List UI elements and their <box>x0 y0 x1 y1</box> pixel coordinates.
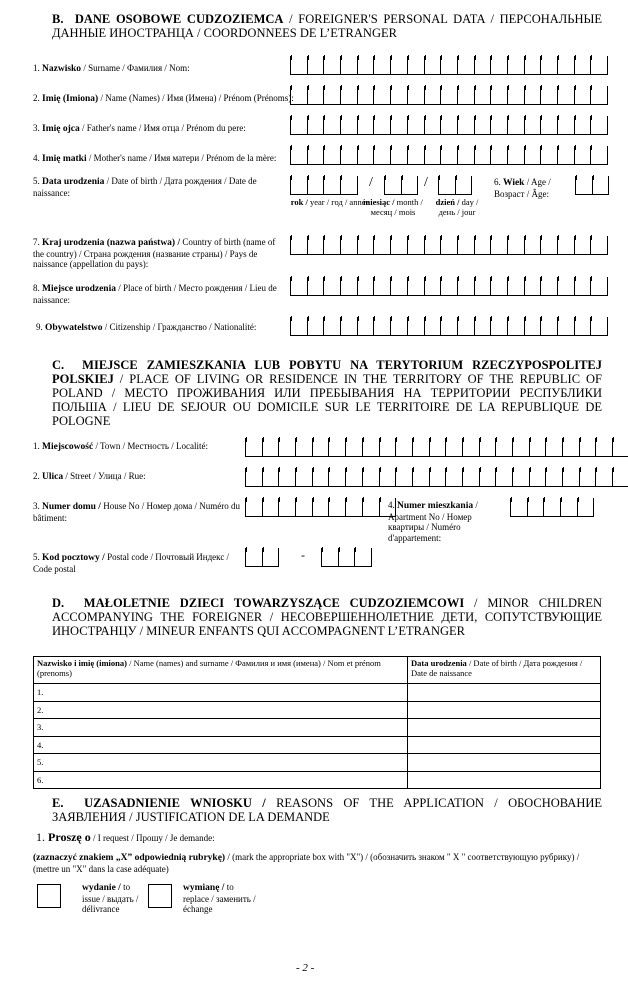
char-cell[interactable] <box>458 277 475 295</box>
char-cell[interactable] <box>558 56 575 74</box>
char-cell[interactable] <box>246 548 263 566</box>
table-row[interactable]: 3. <box>34 719 601 737</box>
char-cell[interactable] <box>408 317 425 335</box>
char-cell[interactable] <box>546 468 563 486</box>
char-cell[interactable] <box>358 86 375 104</box>
char-cell[interactable] <box>396 438 413 456</box>
char-cell[interactable] <box>591 317 608 335</box>
char-cell[interactable] <box>346 498 363 516</box>
section-e-heading: E. UZASADNIENIE WNIOSKU / REASONS OF THE APPLICATION / ОБОСНОВАНИЕ ЗАЯВЛЕНИЯ / JUSTIFICATION DE LA DEMANDE <box>52 796 603 824</box>
dob-year-input[interactable] <box>290 176 358 195</box>
char-cell[interactable] <box>396 468 413 486</box>
char-cell[interactable] <box>525 146 542 164</box>
char-cell[interactable] <box>558 317 575 335</box>
town-input[interactable] <box>245 438 628 457</box>
char-cell[interactable] <box>324 277 341 295</box>
char-cell[interactable] <box>291 116 308 134</box>
char-cell[interactable] <box>558 146 575 164</box>
char-cell[interactable] <box>441 317 458 335</box>
char-cell[interactable] <box>358 56 375 74</box>
char-cell[interactable] <box>508 86 525 104</box>
char-cell[interactable] <box>308 86 325 104</box>
char-cell[interactable] <box>329 438 346 456</box>
country-of-birth-input[interactable] <box>290 236 608 255</box>
char-cell[interactable] <box>374 317 391 335</box>
char-cell[interactable] <box>580 438 597 456</box>
char-cell[interactable] <box>391 236 408 254</box>
char-cell[interactable] <box>296 498 313 516</box>
char-cell[interactable] <box>441 277 458 295</box>
char-cell[interactable] <box>408 86 425 104</box>
replace-option-label: wymianę / to replace / заменить / échange <box>183 882 256 914</box>
char-cell[interactable] <box>391 146 408 164</box>
char-cell[interactable] <box>458 146 475 164</box>
table-header-row <box>34 657 601 684</box>
char-cell[interactable] <box>491 116 508 134</box>
char-cell[interactable] <box>324 56 341 74</box>
char-cell[interactable] <box>279 468 296 486</box>
father-name-input[interactable] <box>290 116 608 135</box>
char-cell[interactable] <box>575 86 592 104</box>
char-cell[interactable] <box>463 438 480 456</box>
char-cell[interactable] <box>408 116 425 134</box>
char-cell[interactable] <box>358 236 375 254</box>
char-cell[interactable] <box>491 146 508 164</box>
char-cell[interactable] <box>530 468 547 486</box>
char-cell[interactable] <box>296 468 313 486</box>
char-cell[interactable] <box>425 236 442 254</box>
char-cell[interactable] <box>496 438 513 456</box>
field-age-label: 6. Wiek / Age / Возраст / Âge: <box>494 177 551 199</box>
replace-checkbox[interactable] <box>148 884 172 908</box>
postal-code-dash: - <box>301 548 305 562</box>
field-street-label: 2. Ulica / Street / Улица / Rue: <box>33 471 146 482</box>
char-cell[interactable] <box>458 56 475 74</box>
char-cell[interactable] <box>339 548 356 566</box>
char-cell[interactable] <box>391 86 408 104</box>
char-cell[interactable] <box>508 56 525 74</box>
char-cell[interactable] <box>546 438 563 456</box>
char-cell[interactable] <box>425 146 442 164</box>
place-of-birth-input[interactable] <box>290 277 608 296</box>
char-cell[interactable] <box>575 317 592 335</box>
char-cell[interactable] <box>341 176 358 194</box>
char-cell[interactable] <box>541 146 558 164</box>
char-cell[interactable] <box>463 468 480 486</box>
char-cell[interactable] <box>430 438 447 456</box>
char-cell[interactable] <box>575 116 592 134</box>
char-cell[interactable] <box>513 468 530 486</box>
char-cell[interactable] <box>446 468 463 486</box>
char-cell[interactable] <box>358 116 375 134</box>
char-cell[interactable] <box>329 468 346 486</box>
char-cell[interactable] <box>380 438 397 456</box>
table-row[interactable]: 6. <box>34 771 601 789</box>
char-cell[interactable] <box>525 86 542 104</box>
field-surname-label: 1. Nazwisko / Surname / Фамилия / Nom: <box>33 63 190 74</box>
char-cell[interactable] <box>541 86 558 104</box>
field-place-of-birth-label: 8. Miejsce urodzenia / Place of birth / Место рождения / Lieu de naissance: <box>33 283 277 305</box>
char-cell[interactable] <box>475 236 492 254</box>
char-cell[interactable] <box>374 146 391 164</box>
char-cell[interactable] <box>578 498 595 516</box>
char-cell[interactable] <box>541 277 558 295</box>
char-cell[interactable] <box>324 86 341 104</box>
field-dob-label: 5. Data urodzenia / Date of birth / Дата рождения / Date de naissance: <box>33 176 257 198</box>
section-d-heading: D. MAŁOLETNIE DZIECI TOWARZYSZĄCE CUDZOZIEMCOWI / MINOR CHILDREN ACCOMPANYING THE FOREIGNER / НЕСОВЕРШЕННОЛЕТНИЕ ДЕТИ, СОПУТСТВУЮЩИЕ ИНОСТРАНЦУ / MINEUR ENFANTS QUI ACCOMPAGNENT L’ETRANGER <box>52 596 602 638</box>
char-cell[interactable] <box>593 176 610 194</box>
char-cell[interactable] <box>525 317 542 335</box>
char-cell[interactable] <box>346 438 363 456</box>
field-house-no-label: 3. Numer domu / House No / Номер дома / Numéro du bâtiment: <box>33 501 240 523</box>
char-cell[interactable] <box>596 438 613 456</box>
char-cell[interactable] <box>385 176 402 194</box>
char-cell[interactable] <box>480 468 497 486</box>
char-cell[interactable] <box>561 498 578 516</box>
char-cell[interactable] <box>408 146 425 164</box>
dob-year-caption: rok / year / год / année <box>290 197 370 207</box>
char-cell[interactable] <box>291 277 308 295</box>
request-line: 1. Proszę o / I request / Прошу / Je demande: <box>36 830 215 844</box>
date-separator: / <box>369 175 373 190</box>
char-cell[interactable] <box>425 317 442 335</box>
char-cell[interactable] <box>413 438 430 456</box>
char-cell[interactable] <box>491 86 508 104</box>
char-cell[interactable] <box>496 468 513 486</box>
char-cell[interactable] <box>576 176 593 194</box>
char-cell[interactable] <box>341 277 358 295</box>
field-apartment-no-label: 4. Numer mieszkania / Apartment No / Номер квартиры / Numéro d'appartement: <box>388 500 478 543</box>
char-cell[interactable] <box>341 236 358 254</box>
char-cell[interactable] <box>324 116 341 134</box>
field-citizenship-label: 9. Obywatelstwo / Citizenship / Гражданство / Nationalité: <box>36 322 257 333</box>
char-cell[interactable] <box>458 317 475 335</box>
char-cell[interactable] <box>308 277 325 295</box>
char-cell[interactable] <box>491 277 508 295</box>
dob-day-caption: dzień / day / день / jour <box>435 197 479 217</box>
char-cell[interactable] <box>322 548 339 566</box>
char-cell[interactable] <box>508 277 525 295</box>
char-cell[interactable] <box>475 56 492 74</box>
char-cell[interactable] <box>313 468 330 486</box>
section-title-bold: DANE OSOBOWE CUDZOZIEMCA <box>74 12 284 26</box>
char-cell[interactable] <box>355 548 372 566</box>
char-cell[interactable] <box>324 176 341 194</box>
mark-instruction: (zaznaczyć znakiem „X” odpowiednią rubrykę) / (mark the appropriate box with "X") / (обозначить знаком " X " соответствующую рубрику) / (mettre un "X" dans la case adéquate) <box>33 852 580 874</box>
section-c-heading: C. MIEJSCE ZAMIESZKANIA LUB POBYTU NA TERYTORIUM RZECZYPOSPOLITEJ POLSKIEJ / PLACE OF LIVING OR RESIDENCE IN THE TERRITORY OF THE REPUBLIC OF POLAND / МЕСТО ПРОЖИВАНИЯ ИЛИ ПРЕБЫВАНИЯ НА ТЕРРИТОРИИ РЕСПУБЛИКИ ПОЛЬША / LIEU DE SEJOUR OU DOMICILE SUR LE TERRITOIRE DE LA REPUBLIQUE DE POLOGNE <box>52 358 603 428</box>
char-cell[interactable] <box>591 236 608 254</box>
char-cell[interactable] <box>408 56 425 74</box>
table-row[interactable]: 5. <box>34 754 601 772</box>
char-cell[interactable] <box>475 277 492 295</box>
char-cell[interactable] <box>341 146 358 164</box>
char-cell[interactable] <box>324 146 341 164</box>
char-cell[interactable] <box>591 86 608 104</box>
char-cell[interactable] <box>525 56 542 74</box>
field-father-name-label: 3. Imię ojca / Father's name / Имя отца / Prénom du pere: <box>33 123 246 134</box>
char-cell[interactable] <box>430 468 447 486</box>
char-cell[interactable] <box>308 317 325 335</box>
char-cell[interactable] <box>558 86 575 104</box>
char-cell[interactable] <box>525 236 542 254</box>
char-cell[interactable] <box>513 438 530 456</box>
char-cell[interactable] <box>441 86 458 104</box>
char-cell[interactable] <box>308 176 325 194</box>
char-cell[interactable] <box>425 56 442 74</box>
char-cell[interactable] <box>363 498 380 516</box>
char-cell[interactable] <box>441 236 458 254</box>
char-cell[interactable] <box>291 176 308 194</box>
char-cell[interactable] <box>575 277 592 295</box>
char-cell[interactable] <box>439 176 456 194</box>
char-cell[interactable] <box>575 56 592 74</box>
char-cell[interactable] <box>575 146 592 164</box>
apartment-no-input[interactable] <box>510 498 594 517</box>
char-cell[interactable] <box>263 498 280 516</box>
char-cell[interactable] <box>596 468 613 486</box>
char-cell[interactable] <box>374 56 391 74</box>
char-cell[interactable] <box>308 56 325 74</box>
field-postal-code-label: 5. Kod pocztowy / Postal code / Почтовый Индекс / Code postal <box>33 552 230 574</box>
char-cell[interactable] <box>279 438 296 456</box>
char-cell[interactable] <box>508 236 525 254</box>
section-letter: B. <box>52 12 64 26</box>
char-cell[interactable] <box>541 317 558 335</box>
minor-children-table <box>33 656 601 789</box>
char-cell[interactable] <box>528 498 545 516</box>
char-cell[interactable] <box>296 438 313 456</box>
char-cell[interactable] <box>508 116 525 134</box>
char-cell[interactable] <box>246 468 263 486</box>
char-cell[interactable] <box>458 236 475 254</box>
char-cell[interactable] <box>613 438 628 456</box>
char-cell[interactable] <box>374 277 391 295</box>
char-cell[interactable] <box>441 146 458 164</box>
issue-option-label: wydanie / to issue / выдать / délivrance <box>82 882 139 914</box>
field-town-label: 1. Miejscowość / Town / Местность / Localité: <box>33 441 208 452</box>
char-cell[interactable] <box>425 116 442 134</box>
char-cell[interactable] <box>263 468 280 486</box>
char-cell[interactable] <box>263 438 280 456</box>
postal-code-part1-input[interactable] <box>245 548 279 567</box>
char-cell[interactable] <box>308 146 325 164</box>
char-cell[interactable] <box>363 438 380 456</box>
char-cell[interactable] <box>413 468 430 486</box>
char-cell[interactable] <box>374 236 391 254</box>
char-cell[interactable] <box>408 236 425 254</box>
house-no-input[interactable] <box>245 498 396 517</box>
char-cell[interactable] <box>480 438 497 456</box>
dob-day-input[interactable] <box>438 176 472 195</box>
citizenship-input[interactable] <box>290 317 608 336</box>
page-number: - 2 - <box>296 962 315 974</box>
char-cell[interactable] <box>279 498 296 516</box>
char-cell[interactable] <box>525 116 542 134</box>
char-cell[interactable] <box>541 116 558 134</box>
field-country-of-birth-label: 7. Kraj urodzenia (nazwa państwa) / Country of birth (name of the country) / Страна рождения (название страны) / Pays de naissance (appellation du pays): <box>33 237 276 269</box>
street-input[interactable] <box>245 468 628 487</box>
char-cell[interactable] <box>591 56 608 74</box>
char-cell[interactable] <box>291 317 308 335</box>
issue-checkbox[interactable] <box>37 884 61 908</box>
char-cell[interactable] <box>324 317 341 335</box>
char-cell[interactable] <box>591 116 608 134</box>
char-cell[interactable] <box>541 56 558 74</box>
postal-code-part2-input[interactable] <box>321 548 372 567</box>
names-input[interactable] <box>290 86 608 105</box>
char-cell[interactable] <box>458 86 475 104</box>
char-cell[interactable] <box>475 317 492 335</box>
char-cell[interactable] <box>308 236 325 254</box>
char-cell[interactable] <box>541 236 558 254</box>
col-name-header: Nazwisko i imię (imiona) / Name (names) and surname / Фамилия и имя (имена) / Nom et prénom (prenoms) <box>34 657 408 684</box>
char-cell[interactable] <box>475 86 492 104</box>
char-cell[interactable] <box>580 468 597 486</box>
char-cell[interactable] <box>291 236 308 254</box>
char-cell[interactable] <box>313 438 330 456</box>
char-cell[interactable] <box>291 86 308 104</box>
char-cell[interactable] <box>408 277 425 295</box>
char-cell[interactable] <box>341 317 358 335</box>
char-cell[interactable] <box>456 176 473 194</box>
char-cell[interactable] <box>425 277 442 295</box>
char-cell[interactable] <box>613 468 628 486</box>
char-cell[interactable] <box>558 277 575 295</box>
mother-name-input[interactable] <box>290 146 608 165</box>
char-cell[interactable] <box>591 277 608 295</box>
char-cell[interactable] <box>391 277 408 295</box>
char-cell[interactable] <box>525 277 542 295</box>
char-cell[interactable] <box>374 86 391 104</box>
char-cell[interactable] <box>563 468 580 486</box>
dob-month-caption: miesiąc / month / месяц / mois <box>363 197 423 217</box>
char-cell[interactable] <box>308 116 325 134</box>
char-cell[interactable] <box>563 438 580 456</box>
char-cell[interactable] <box>425 86 442 104</box>
char-cell[interactable] <box>446 438 463 456</box>
char-cell[interactable] <box>380 468 397 486</box>
char-cell[interactable] <box>530 438 547 456</box>
char-cell[interactable] <box>458 116 475 134</box>
char-cell[interactable] <box>341 56 358 74</box>
char-cell[interactable] <box>475 116 492 134</box>
char-cell[interactable] <box>246 498 263 516</box>
char-cell[interactable] <box>358 317 375 335</box>
char-cell[interactable] <box>313 498 330 516</box>
char-cell[interactable] <box>591 146 608 164</box>
dob-month-input[interactable] <box>384 176 418 195</box>
char-cell[interactable] <box>441 56 458 74</box>
table-row[interactable]: 2. <box>34 701 601 719</box>
char-cell[interactable] <box>491 236 508 254</box>
char-cell[interactable] <box>391 116 408 134</box>
char-cell[interactable] <box>544 498 561 516</box>
char-cell[interactable] <box>358 277 375 295</box>
char-cell[interactable] <box>246 438 263 456</box>
char-cell[interactable] <box>341 86 358 104</box>
char-cell[interactable] <box>391 56 408 74</box>
section-title-rest: / FOREIGNER'S PERSONAL DATA / ПЕРСОНАЛЬНЫЕ ДАННЫЕ ИНОСТРАНЦА / COORDONNEES DE L’ETRANGER <box>52 12 603 40</box>
col-dob-header: Data urodzenia / Date of birth / Дата рождения / Date de naissance <box>408 657 601 684</box>
char-cell[interactable] <box>511 498 528 516</box>
char-cell[interactable] <box>291 56 308 74</box>
char-cell[interactable] <box>558 236 575 254</box>
char-cell[interactable] <box>263 548 280 566</box>
char-cell[interactable] <box>329 498 346 516</box>
char-cell[interactable] <box>341 116 358 134</box>
char-cell[interactable] <box>475 146 492 164</box>
char-cell[interactable] <box>558 116 575 134</box>
char-cell[interactable] <box>363 468 380 486</box>
field-names-label: 2. Imię (Imiona) / Name (Names) / Имя (Имена) / Prénom (Prénoms): <box>33 93 294 104</box>
table-row[interactable]: 1. <box>34 684 601 702</box>
char-cell[interactable] <box>575 236 592 254</box>
age-input[interactable] <box>575 176 609 195</box>
date-separator: / <box>424 175 428 190</box>
char-cell[interactable] <box>346 468 363 486</box>
table-row[interactable]: 4. <box>34 736 601 754</box>
char-cell[interactable] <box>491 317 508 335</box>
char-cell[interactable] <box>441 116 458 134</box>
field-mother-name-label: 4. Imię matki / Mother's name / Имя матери / Prénom de la mère: <box>33 153 277 164</box>
section-b-heading <box>52 12 602 40</box>
char-cell[interactable] <box>391 317 408 335</box>
char-cell[interactable] <box>374 116 391 134</box>
char-cell[interactable] <box>402 176 419 194</box>
char-cell[interactable] <box>491 56 508 74</box>
char-cell[interactable] <box>508 146 525 164</box>
char-cell[interactable] <box>508 317 525 335</box>
char-cell[interactable] <box>358 146 375 164</box>
char-cell[interactable] <box>291 146 308 164</box>
char-cell[interactable] <box>324 236 341 254</box>
surname-input[interactable] <box>290 56 608 75</box>
